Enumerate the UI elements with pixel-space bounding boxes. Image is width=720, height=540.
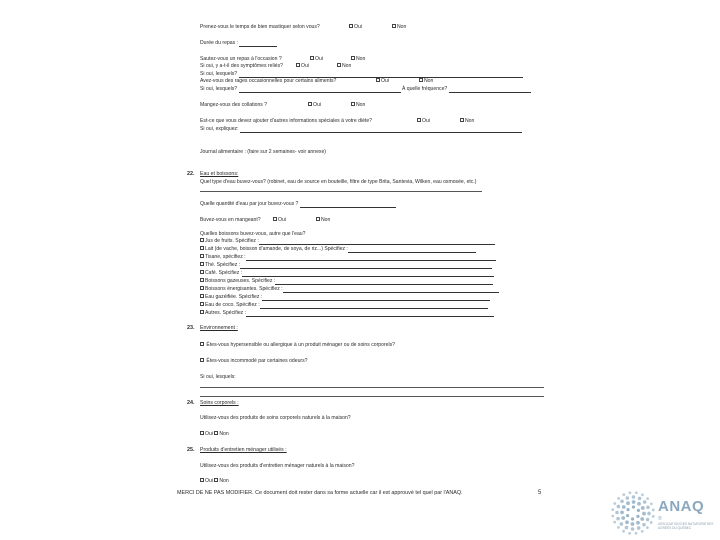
cravings-which-row: Si oui, lesquels? À quelle fréquence? — [200, 86, 531, 93]
body-care-no-option[interactable]: Non — [214, 431, 228, 437]
skip-meal-no-option[interactable]: Non — [351, 56, 365, 63]
frequency-label: À quelle fréquence? — [401, 86, 448, 92]
checkbox[interactable] — [308, 102, 312, 106]
drink-item[interactable]: Eau de coco. Spécifiez : — [200, 302, 488, 309]
anaq-logo-icon — [610, 490, 656, 536]
checkbox[interactable] — [214, 431, 218, 435]
checkbox[interactable] — [273, 217, 277, 221]
cravings-question: Avez-vous des rages occasionnelles pour certains aliments? — [200, 78, 337, 84]
specify-field[interactable] — [262, 295, 490, 301]
body-care-question: Utilisez-vous des produits de soins corporels naturels à la maison? — [200, 415, 351, 421]
frequency-field[interactable] — [449, 87, 531, 93]
checkbox[interactable] — [200, 342, 204, 346]
checkbox[interactable] — [337, 63, 341, 67]
water-qty-field[interactable] — [300, 202, 396, 208]
env-which-label: Si oui, lesquels: — [200, 374, 236, 380]
section-23-number: 23. — [187, 325, 195, 331]
checkbox[interactable] — [316, 217, 320, 221]
water-qty-row: Quelle quantité d'eau par jour buvez-vous ? — [200, 201, 396, 208]
drink-eating-question: Buvez-vous en mangeant? — [200, 217, 261, 223]
symptoms-no-option[interactable]: Non — [337, 63, 351, 70]
checkbox[interactable] — [392, 24, 396, 28]
drink-item[interactable]: Eau gazéifiée. Spécifiez : — [200, 294, 490, 301]
water-type-question: Quel type d'eau buvez-vous? (robinet, eau de source en bouteille, filtre de type Brita, Santevia, Wilken, eau osmosée, etc.) — [200, 179, 477, 185]
drink-item[interactable]: Thé. Spécifiez : — [200, 262, 492, 269]
section-22-number: 22. — [187, 171, 195, 177]
cleaning-question: Utilisez-vous des produits d'entretien ménager naturels à la maison? — [200, 463, 355, 469]
snacks-yes-option[interactable]: Oui — [308, 102, 321, 109]
specify-field[interactable] — [246, 311, 494, 317]
checkbox[interactable] — [351, 102, 355, 106]
symptoms-which-row: Si oui, lesquels? — [200, 71, 523, 78]
section-24-number: 24. — [187, 400, 195, 406]
drink-item[interactable]: Café. Spécifiez : — [200, 270, 494, 277]
brand-name: ANAQ — [658, 498, 705, 515]
checkbox[interactable] — [200, 431, 204, 435]
checkbox[interactable] — [200, 246, 204, 250]
skip-meal-question: Sautez-vous un repas à l'occasion ? — [200, 56, 282, 62]
section-25-number: 25. — [187, 447, 195, 453]
chew-question-row — [200, 24, 320, 31]
body-care-yes-option[interactable]: Oui — [200, 431, 213, 437]
checkbox[interactable] — [200, 254, 204, 258]
drink-item[interactable]: Lait (de vache, boisson d'amande, de soya, de riz...) Spécifiez : — [200, 246, 476, 253]
water-type-answer-line[interactable] — [200, 191, 482, 192]
chew-no-option[interactable]: Non — [392, 24, 406, 31]
drink-item[interactable]: Boissons gazeuses. Spécifiez : — [200, 278, 493, 285]
cleaning-options — [200, 478, 229, 485]
other-drinks-question: Quelles boissons buvez-vous, autre que l'eau? — [200, 231, 306, 237]
drink-item[interactable]: Jus de fruits. Spécifiez : — [200, 238, 495, 245]
specify-field[interactable] — [259, 239, 495, 245]
diet-explain-field[interactable] — [240, 127, 522, 133]
checkbox[interactable] — [200, 358, 204, 362]
organization-name: ASSOCIATION DES NATUROPATHES AGRÉÉS DU QUÉBEC — [658, 522, 714, 530]
checkbox[interactable] — [200, 302, 204, 306]
cleaning-yes-option[interactable]: Oui — [200, 478, 213, 484]
checkbox[interactable] — [200, 270, 204, 274]
checkbox[interactable] — [200, 294, 204, 298]
page-number: 5 — [538, 490, 542, 496]
symptoms-yes-option[interactable]: Oui — [296, 63, 309, 70]
drink-item[interactable]: Tisane, spécifiez : — [200, 254, 496, 261]
meal-duration-label: Durée du repas : — [200, 40, 238, 46]
skip-meal-yes-option[interactable]: Oui — [310, 56, 323, 63]
checkbox[interactable] — [200, 286, 204, 290]
chew-question: Prenez-vous le temps de bien mastiquer selon vous? — [200, 24, 320, 30]
meal-duration-row — [200, 40, 277, 47]
section-25-title: Produits d'entretien ménager utilisés : — [200, 447, 287, 453]
diet-info-yes-option[interactable]: Oui — [417, 118, 430, 125]
snacks-question: Mangez-vous des collations ? — [200, 102, 268, 108]
specify-field[interactable] — [246, 255, 496, 261]
specify-field[interactable] — [242, 271, 494, 277]
checkbox[interactable] — [349, 24, 353, 28]
checkbox[interactable] — [200, 278, 204, 282]
checkbox[interactable] — [200, 262, 204, 266]
checkbox[interactable] — [460, 118, 464, 122]
chew-yes-option[interactable]: Oui — [349, 24, 362, 31]
footer-notice: MERCI DE NE PAS MODIFIER. Ce document doit rester dans sa forme actuelle car il est approuvé tel quel par l'ANAQ. — [177, 490, 463, 496]
diet-info-question: Est-ce que vous devez ajouter d'autres informations spéciales à votre diète? — [200, 118, 372, 124]
checkbox[interactable] — [417, 118, 421, 122]
odor-question[interactable]: Êtes-vous incommodé par certaines odeurs? — [200, 358, 308, 365]
checkbox[interactable] — [419, 78, 423, 82]
snacks-no-option[interactable]: Non — [351, 102, 365, 109]
cravings-no-option[interactable]: Non — [419, 78, 433, 85]
body-care-options — [200, 431, 229, 438]
section-22-title: Eau et boissons: — [200, 171, 239, 177]
checkbox[interactable] — [200, 310, 204, 314]
specify-field[interactable] — [240, 263, 492, 269]
cravings-yes-option[interactable]: Oui — [376, 78, 389, 85]
checkbox[interactable] — [214, 478, 218, 482]
checkbox[interactable] — [296, 63, 300, 67]
allergy-question[interactable]: Êtes-vous hypersensible ou allergique à un produit ménager ou de soins corporels? — [200, 342, 395, 349]
env-answer-line[interactable] — [200, 396, 544, 397]
meal-duration-field[interactable] — [239, 41, 277, 47]
drink-eating-no-option[interactable]: Non — [316, 217, 330, 224]
drink-item[interactable]: Boissons énergisantes. Spécifiez : — [200, 286, 499, 293]
trademark-mark: ® — [658, 516, 662, 522]
specify-field[interactable] — [283, 287, 499, 293]
cravings-which-field[interactable] — [239, 87, 401, 93]
specify-field[interactable] — [348, 247, 476, 253]
checkbox[interactable] — [200, 238, 204, 242]
checkbox[interactable] — [200, 478, 204, 482]
symptoms-question: Si oui, y a-t-il des symptômes reliés? — [200, 63, 283, 69]
specify-field[interactable] — [275, 279, 493, 285]
cleaning-no-option[interactable]: Non — [214, 478, 228, 484]
diet-explain-row: Si oui, expliquez: — [200, 126, 522, 133]
checkbox[interactable] — [376, 78, 380, 82]
checkbox[interactable] — [351, 56, 355, 60]
food-journal-note: Journal alimentaire : (faire sur 2 semaines- voir annexe) — [200, 149, 326, 155]
drink-item[interactable]: Autres. Spécifiez : — [200, 310, 494, 317]
diet-info-no-option[interactable]: Non — [460, 118, 474, 125]
env-answer-line[interactable] — [200, 387, 544, 388]
section-23-title: Environnement : — [200, 325, 238, 331]
checkbox[interactable] — [310, 56, 314, 60]
drink-eating-yes-option[interactable]: Oui — [273, 217, 286, 224]
section-24-title: Soins corporels : — [200, 400, 239, 406]
specify-field[interactable] — [260, 303, 488, 309]
